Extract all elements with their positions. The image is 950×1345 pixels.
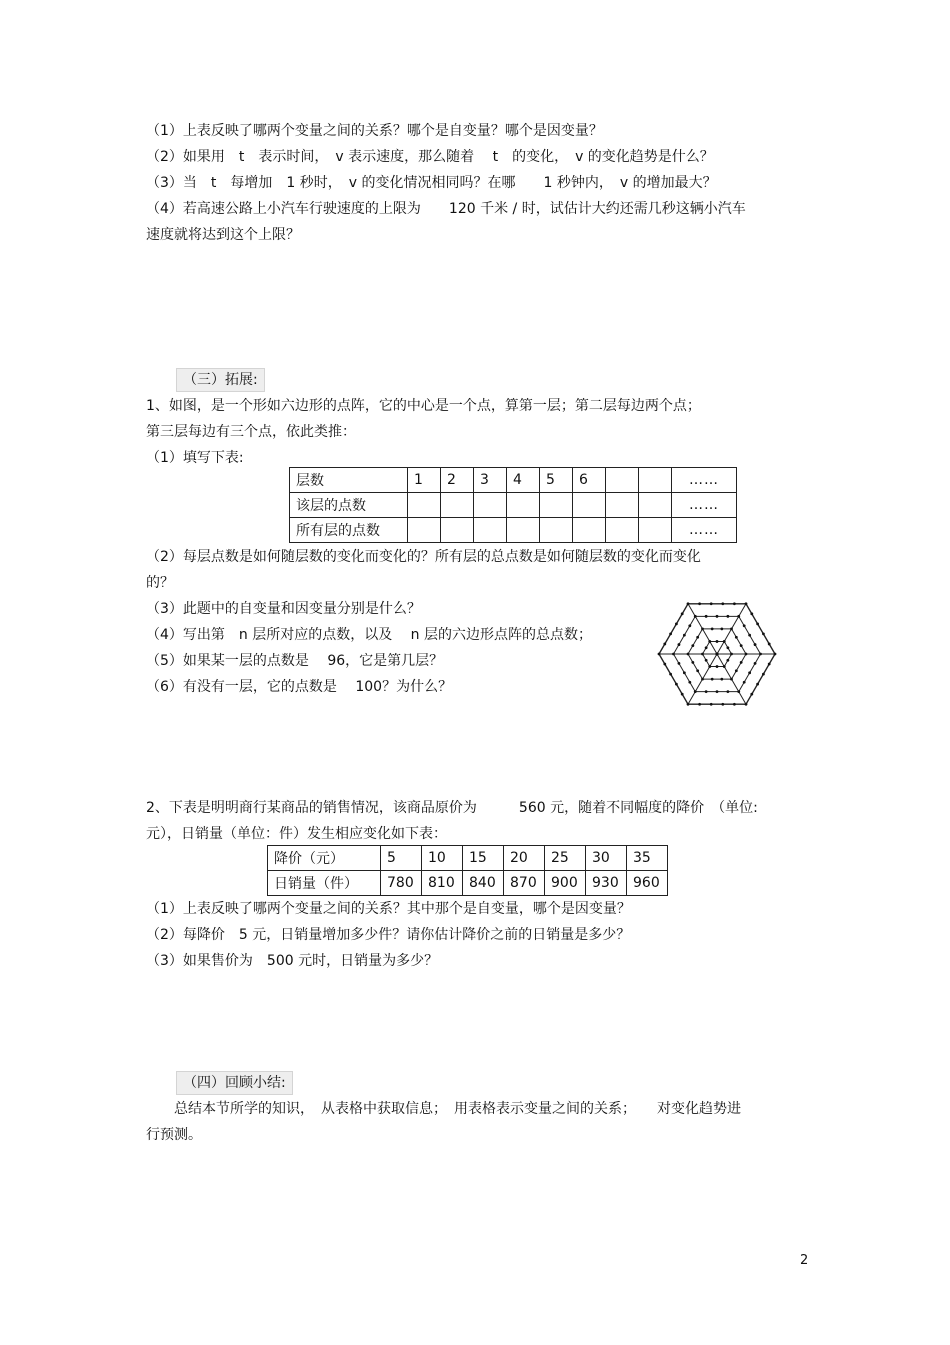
lattice-dot bbox=[705, 659, 708, 662]
table-cell: 2 bbox=[441, 468, 474, 493]
lattice-dot bbox=[737, 690, 740, 693]
q2-intro bbox=[146, 795, 806, 847]
table-row bbox=[290, 493, 737, 518]
table-cell: 780 bbox=[381, 871, 422, 896]
q1-intro-line: 1、如图，是一个形如六边形的点阵，它的中心是一个点，算第一层；第二层每边两个点； bbox=[146, 398, 701, 414]
lattice-dot bbox=[756, 622, 759, 625]
lattice-dot bbox=[669, 673, 672, 676]
question-line: （2）每降价 5 元，日销量增加多少件？请你估计降价之前的日销量是多少？ bbox=[146, 927, 631, 943]
table-cell[interactable] bbox=[639, 493, 672, 518]
lattice-dot bbox=[730, 678, 733, 681]
table-cell[interactable] bbox=[606, 493, 639, 518]
table-cell: 840 bbox=[463, 871, 504, 896]
lattice-dot bbox=[730, 653, 733, 656]
question-line: （5）如果某一层的点数是 96，它是第几层？ bbox=[146, 653, 444, 669]
question-line: （2）每层点数是如何随层数的变化而变化的？所有层的总点数是如何随层数的变化而变化 bbox=[146, 549, 701, 565]
lattice-dot bbox=[701, 627, 704, 630]
question-line: （3）当 t 每增加 1 秒时， v 的变化情况相同吗？在哪 1 秒钟内， v 的增加最大？ bbox=[146, 175, 717, 191]
table-header-cell: 该层的点数 bbox=[290, 493, 408, 518]
lattice-dot bbox=[687, 653, 690, 656]
lattice-dot bbox=[694, 690, 697, 693]
lattice-dot bbox=[691, 644, 694, 647]
table-cell: 1 bbox=[408, 468, 441, 493]
lattice-dot bbox=[759, 653, 762, 656]
questions-top bbox=[146, 118, 806, 248]
lattice-dot bbox=[691, 661, 694, 664]
lattice-center-dot bbox=[715, 652, 718, 655]
lattice-dot bbox=[750, 693, 753, 696]
question-line: （2）如果用 t 表示时间， v 表示速度，那么随着 t 的变化， v 的变化趋势是什么？ bbox=[146, 149, 714, 165]
table-row bbox=[290, 468, 737, 493]
lattice-dot bbox=[762, 673, 765, 676]
lattice-dot bbox=[726, 615, 729, 618]
table-cell[interactable] bbox=[408, 518, 441, 543]
table-cell[interactable] bbox=[573, 493, 606, 518]
lattice-dot bbox=[745, 602, 748, 605]
lattice-dot bbox=[711, 678, 714, 681]
lattice-dot bbox=[721, 703, 724, 706]
lattice-dot bbox=[687, 703, 690, 706]
lattice-dot bbox=[681, 693, 684, 696]
lattice-dot bbox=[726, 690, 729, 693]
lattice-dot bbox=[743, 624, 746, 627]
table-cell: 35 bbox=[627, 846, 668, 871]
lattice-dot bbox=[740, 661, 743, 664]
lattice-dot bbox=[750, 612, 753, 615]
section-4-title: （四）回顾小结: bbox=[176, 1071, 293, 1095]
question-line: （4）若高速公路上小汽车行驶速度的上限为 120 千米 / 时，试估计大约还需几秒这辆小汽车 bbox=[146, 201, 746, 217]
page-number: 2 bbox=[800, 1253, 809, 1268]
lattice-dot bbox=[720, 627, 723, 630]
lattice-dot bbox=[716, 615, 719, 618]
lattice-dot bbox=[669, 633, 672, 636]
table-cell[interactable] bbox=[441, 518, 474, 543]
table-cell: 6 bbox=[573, 468, 606, 493]
lattice-dot bbox=[710, 602, 713, 605]
table-cell[interactable] bbox=[540, 493, 573, 518]
table-cell[interactable] bbox=[474, 493, 507, 518]
lattice-dot bbox=[675, 683, 678, 686]
table-header-cell: 降价（元） bbox=[268, 846, 381, 871]
question-line: （3）此题中的自变量和因变量分别是什么？ bbox=[146, 601, 421, 617]
summary-body bbox=[146, 1096, 806, 1148]
lattice-dot bbox=[678, 643, 681, 646]
lattice-dot bbox=[683, 634, 686, 637]
lattice-dot bbox=[696, 636, 699, 639]
table-cell: 30 bbox=[586, 846, 627, 871]
lattice-dot bbox=[721, 602, 724, 605]
lattice-dot bbox=[710, 703, 713, 706]
lattice-dot bbox=[705, 615, 708, 618]
lattice-dot bbox=[762, 633, 765, 636]
lattice-dot bbox=[754, 662, 757, 665]
lattice-dot bbox=[705, 690, 708, 693]
table-cell: 5 bbox=[381, 846, 422, 871]
summary-line: 行预测。 bbox=[146, 1127, 202, 1143]
lattice-dot bbox=[730, 627, 733, 630]
q1-intro bbox=[146, 393, 806, 471]
question-line: （3）如果售价为 500 元时，日销量为多少？ bbox=[146, 953, 439, 969]
lattice-dot bbox=[743, 681, 746, 684]
lattice-dot bbox=[774, 653, 777, 656]
table-cell[interactable] bbox=[573, 518, 606, 543]
table-cell: 900 bbox=[545, 871, 586, 896]
table-cell[interactable] bbox=[441, 493, 474, 518]
lattice-dot bbox=[683, 671, 686, 674]
table-cell[interactable] bbox=[507, 518, 540, 543]
layer-table bbox=[289, 467, 737, 543]
lattice-dot bbox=[737, 615, 740, 618]
table-cell[interactable] bbox=[606, 518, 639, 543]
q2-intro-line: 元），日销量（单位：件）发生相应变化如下表： bbox=[146, 826, 447, 842]
q2-intro-line: 2、下表是明明商行某商品的销售情况，该商品原价为 560 元，随着不同幅度的降价 （单位: bbox=[146, 800, 758, 816]
lattice-dot bbox=[756, 683, 759, 686]
question-line: （6）有没有一层，它的点数是 100？为什么？ bbox=[146, 679, 453, 695]
q2-subquestions bbox=[146, 896, 806, 974]
summary-line: 总结本节所学的知识， 从表格中获取信息； 用表格表示变量之间的关系； 对变化趋势进 bbox=[146, 1101, 741, 1117]
table-cell[interactable] bbox=[474, 518, 507, 543]
lattice-dot bbox=[701, 653, 704, 656]
lattice-dot bbox=[740, 644, 743, 647]
lattice-dot bbox=[748, 671, 751, 674]
lattice-dot bbox=[701, 678, 704, 681]
lattice-dot bbox=[696, 669, 699, 672]
q1-fill-instruction: （1）填写下表: bbox=[146, 450, 244, 466]
lattice-dot bbox=[708, 640, 711, 643]
table-cell: 3 bbox=[474, 468, 507, 493]
table-ellipsis-cell: …… bbox=[672, 468, 737, 493]
lattice-dot bbox=[733, 602, 736, 605]
table-ellipsis-cell: …… bbox=[672, 518, 737, 543]
table-header-cell: 日销量（件） bbox=[268, 871, 381, 896]
table-cell: 870 bbox=[504, 871, 545, 896]
lattice-dot bbox=[688, 681, 691, 684]
lattice-dot bbox=[745, 653, 748, 656]
table-cell: 10 bbox=[422, 846, 463, 871]
lattice-dot bbox=[688, 624, 691, 627]
table-cell[interactable] bbox=[408, 493, 441, 518]
table-header-cell: 层数 bbox=[290, 468, 408, 493]
table-cell: 15 bbox=[463, 846, 504, 871]
lattice-dot bbox=[675, 622, 678, 625]
lattice-dot bbox=[678, 662, 681, 665]
lattice-dot bbox=[716, 640, 719, 643]
lattice-dot bbox=[733, 703, 736, 706]
table-cell bbox=[639, 468, 672, 493]
table-ellipsis-cell: …… bbox=[672, 493, 737, 518]
table-cell: 5 bbox=[540, 468, 573, 493]
lattice-dot bbox=[735, 669, 738, 672]
lattice-dot bbox=[726, 646, 729, 649]
lattice-dot bbox=[768, 663, 771, 666]
table-cell: 960 bbox=[627, 871, 668, 896]
lattice-dot bbox=[681, 612, 684, 615]
table-cell: 810 bbox=[422, 871, 463, 896]
section-3-title: （三）拓展: bbox=[176, 368, 265, 392]
lattice-dot bbox=[720, 678, 723, 681]
q1-intro-line: 第三层每边有三个点，依此类推： bbox=[146, 424, 356, 440]
lattice-dot bbox=[716, 690, 719, 693]
table-cell: 930 bbox=[586, 871, 627, 896]
table-cell bbox=[606, 468, 639, 493]
lattice-dot bbox=[745, 703, 748, 706]
lattice-dot bbox=[711, 627, 714, 630]
table-cell: 4 bbox=[507, 468, 540, 493]
lattice-dot bbox=[768, 643, 771, 646]
lattice-dot bbox=[723, 665, 726, 668]
lattice-dot bbox=[687, 602, 690, 605]
table-cell[interactable] bbox=[507, 493, 540, 518]
question-line: （4）写出第 n 层所对应的点数，以及 n 层的六边形点阵的总点数； bbox=[146, 627, 593, 643]
lattice-dot bbox=[754, 643, 757, 646]
question-line: 速度就将达到这个上限？ bbox=[146, 227, 300, 243]
lattice-dot bbox=[672, 653, 675, 656]
lattice-dot bbox=[698, 703, 701, 706]
table-cell[interactable] bbox=[540, 518, 573, 543]
table-row bbox=[290, 518, 737, 543]
hexagon-dot-lattice-figure bbox=[650, 594, 785, 714]
table-cell: 25 bbox=[545, 846, 586, 871]
lattice-dot bbox=[748, 634, 751, 637]
lattice-dot bbox=[663, 643, 666, 646]
table-header-cell: 所有层的点数 bbox=[290, 518, 408, 543]
lattice-dot bbox=[663, 663, 666, 666]
question-line: （1）上表反映了哪两个变量之间的关系？哪个是自变量？哪个是因变量？ bbox=[146, 123, 603, 139]
table-cell[interactable] bbox=[639, 518, 672, 543]
question-line: 的？ bbox=[146, 575, 174, 591]
lattice-dot bbox=[694, 615, 697, 618]
lattice-dot bbox=[716, 665, 719, 668]
question-line: （1）上表反映了哪两个变量之间的关系？其中那个是自变量，哪个是因变量？ bbox=[146, 901, 631, 917]
lattice-dot bbox=[658, 653, 661, 656]
table-row bbox=[268, 871, 668, 896]
table-cell: 20 bbox=[504, 846, 545, 871]
sales-table bbox=[267, 845, 668, 896]
lattice-dot bbox=[698, 602, 701, 605]
table-row bbox=[268, 846, 668, 871]
lattice-dot bbox=[735, 636, 738, 639]
lattice-dot bbox=[708, 665, 711, 668]
lattice-dot bbox=[723, 640, 726, 643]
lattice-dot bbox=[705, 646, 708, 649]
lattice-dot bbox=[726, 659, 729, 662]
